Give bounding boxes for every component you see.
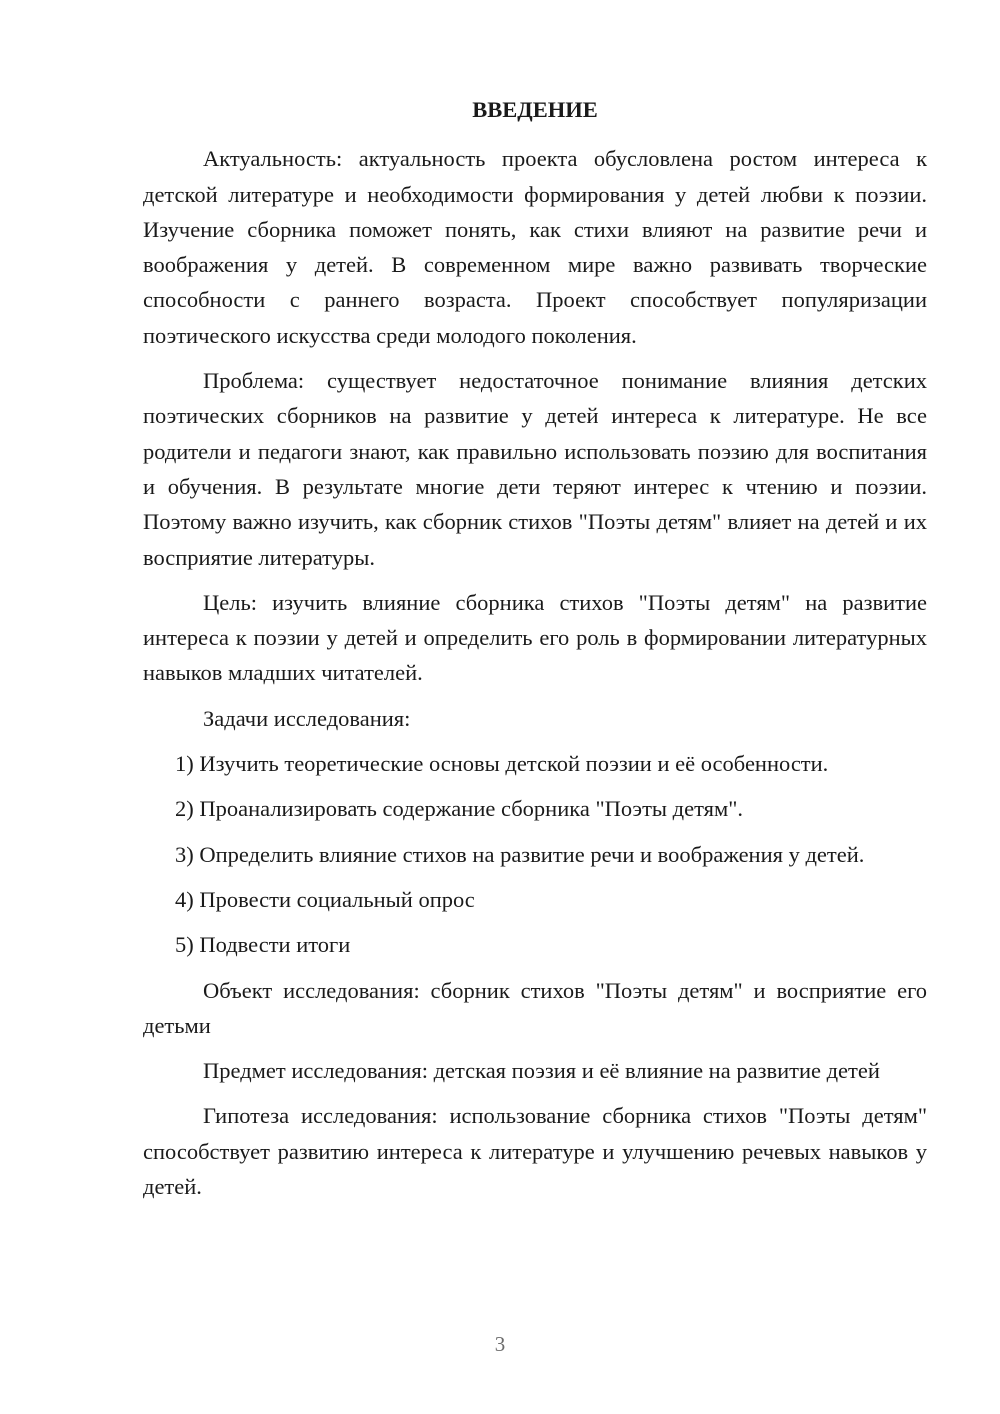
section-heading: ВВЕДЕНИЕ [472, 97, 598, 122]
task-item-4: 4) Провести социальный опрос [175, 886, 475, 912]
problem-paragraph: Проблема: существует недостаточное понимание влияния детских поэтических сборников на развитие у детей интереса к литературе. Не все родители и педагоги знают, как правильно использовать поэзию для воспитания и обучения. В результате многие дети теряют интерес к чтению и поэзии. Поэтому важно изучить, как сборник стихов "Поэты детям" влияет на детей и их восприятие литературы. [143, 368, 927, 570]
subject-paragraph: Предмет исследования: детская поэзия и её влияние на развитие детей [203, 1058, 880, 1084]
task-item-5: 5) Подвести итоги [175, 932, 351, 958]
page-number: 3 [494, 1332, 506, 1356]
object-paragraph: Объект исследования: сборник стихов "Поэты детям" и восприятие его детьми [143, 977, 927, 1038]
document-page [143, 92, 927, 1214]
goal-paragraph: Цель: изучить влияние сборника стихов "Поэты детям" на развитие интереса к поэзии у детей и определить его роль в формировании литературных навыков младших читателей. [143, 589, 927, 686]
task-item-2: 2) Проанализировать содержание сборника "Поэты детям". [175, 796, 744, 822]
task-item-3: 3) Определить влияние стихов на развитие речи и воображения у детей. [175, 841, 865, 867]
hypothesis-paragraph: Гипотеза исследования: использование сборника стихов "Поэты детям" способствует развитию интереса к литературе и улучшению речевых навыков у детей. [143, 1103, 927, 1200]
tasks-title: Задачи исследования: [203, 705, 411, 731]
task-item-1: 1) Изучить теоретические основы детской поэзии и её особенности. [175, 751, 829, 777]
relevance-paragraph: Актуальность: актуальность проекта обусловлена ростом интереса к детской литературе и необходимости формирования у детей любви к поэзии. Изучение сборника поможет понять, как стихи влияют на развитие речи и воображения у детей. В современном мире важно развивать творческие способности с раннего возраста. Проект способствует популяризации поэтического искусства среди молодого поколения. [143, 146, 927, 348]
